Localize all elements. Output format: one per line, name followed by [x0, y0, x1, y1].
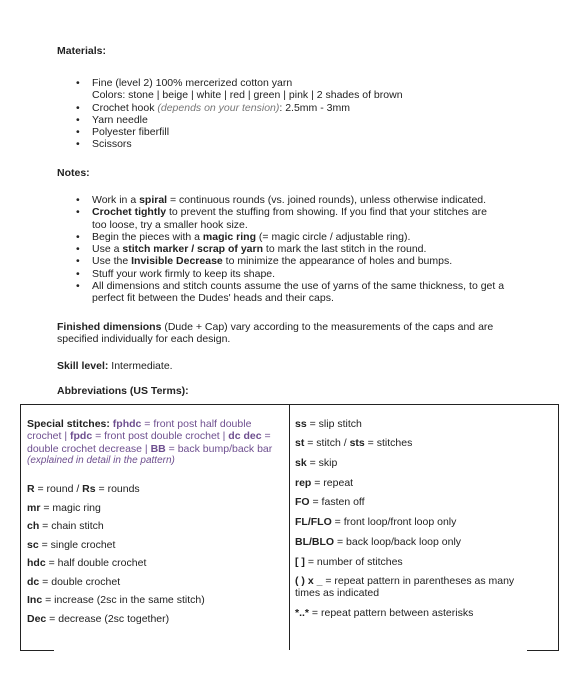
- abbr: Dec: [27, 613, 47, 625]
- abbr-entry-magic-ring: [27, 502, 101, 514]
- abbr-entry-parentheses: [295, 575, 514, 600]
- abbr: fpdc: [70, 430, 93, 443]
- abbr: *..*: [295, 607, 310, 619]
- list-item: [76, 126, 403, 138]
- definition: = stitch /: [304, 437, 350, 449]
- note-text: Use a: [92, 243, 123, 256]
- abbr-entry-skip: [295, 457, 337, 469]
- definition: =: [261, 430, 271, 443]
- hook-label: Crochet hook: [92, 101, 155, 114]
- note-text: • All dimensions and stitch counts assume the use of yarns of the same thickness, to get a: [92, 280, 505, 293]
- list-item: [76, 268, 504, 280]
- abbr: ss: [295, 418, 307, 430]
- finished-dimensions: [57, 321, 493, 346]
- abbr: FO: [295, 496, 310, 508]
- definition: = chain stitch: [39, 520, 104, 532]
- abbr: Rs: [82, 483, 96, 495]
- table-bottom-left-rule: [20, 650, 54, 651]
- abbr-entry-back-loop: [295, 536, 461, 548]
- list-item: [76, 231, 504, 243]
- materials-heading: Materials:: [57, 45, 107, 57]
- definition: times as indicated: [295, 587, 380, 600]
- note-bold: spiral: [139, 194, 168, 206]
- note-text: too loose, try a smaller hook size.: [92, 218, 248, 231]
- definition: = double crochet: [39, 576, 121, 588]
- note-bold: Crochet tightly: [92, 206, 167, 219]
- notes-heading: Notes:: [57, 167, 90, 179]
- note-text: to mark the last stitch in the round.: [263, 243, 427, 256]
- abbr: sts: [349, 437, 365, 449]
- list-item: [76, 255, 504, 267]
- finished-text: specified individually for each design.: [57, 333, 231, 346]
- fiberfill-text: Polyester fiberfill: [92, 126, 170, 139]
- note-text: Use the: [92, 255, 132, 268]
- scissors-text: Scissors: [92, 138, 132, 151]
- skill-level: [57, 360, 173, 372]
- definition: = rounds: [95, 483, 140, 495]
- note-text: Begin the pieces with a: [92, 230, 203, 243]
- definition: crochet |: [27, 430, 70, 443]
- note-text: Stuff your work firmly to keep its shape.: [92, 267, 276, 280]
- list-item: [76, 194, 504, 206]
- table-left-border: [20, 404, 21, 650]
- abbr-entry-half-double: [27, 557, 146, 569]
- abbr: rep: [295, 477, 312, 489]
- colors-text: Colors: stone | beige | white | red | green | pink | 2 shades of brown: [92, 89, 403, 102]
- note-text: Work in a: [92, 194, 140, 206]
- abbr-entry-brackets: [295, 556, 403, 568]
- list-item: [76, 206, 504, 231]
- finished-text: (Dude + Cap) vary according to the measurements of the caps and are: [161, 321, 494, 333]
- definition: = front loop/front loop only: [331, 516, 457, 528]
- abbr-entry-increase: [27, 594, 205, 606]
- hook-size: : 2.5mm - 3mm: [279, 101, 350, 114]
- abbr: FL/FLO: [295, 516, 332, 528]
- definition: = half double crochet: [45, 557, 147, 569]
- note-bold: stitch marker / scrap of yarn: [122, 243, 264, 256]
- abbr-entry-double-crochet: [27, 576, 120, 588]
- definition: = slip stitch: [306, 418, 362, 430]
- abbr: R: [27, 483, 35, 495]
- note-bold: Invisible Decrease: [131, 255, 223, 268]
- abbr: dc dec: [228, 430, 262, 443]
- definition: = fasten off: [309, 496, 365, 508]
- definition: = number of stitches: [304, 556, 403, 568]
- definition: = repeat pattern in parentheses as many: [322, 575, 515, 587]
- abbr-entry-asterisks: [295, 607, 473, 619]
- notes-list: [76, 194, 504, 305]
- note-text: = continuous rounds (vs. joined rounds), unless otherwise indicated.: [167, 194, 487, 206]
- abbr: ch: [27, 520, 40, 532]
- definition: = back bump/back bar: [165, 442, 273, 455]
- note-text: perfect fit between the Dudes' heads and their caps.: [92, 292, 334, 305]
- definition: = repeat: [311, 477, 354, 489]
- abbr: hdc: [27, 557, 46, 569]
- table-divider: [289, 404, 290, 650]
- table-bottom-right-rule: [527, 650, 559, 651]
- abbr-entry-repeat: [295, 477, 353, 489]
- abbr-entry-front-loop: [295, 516, 456, 528]
- special-stitches: [27, 418, 272, 467]
- abbr-entry-fasten-off: [295, 496, 365, 508]
- abbr: ( ) x _: [295, 575, 323, 587]
- list-item: [76, 138, 403, 150]
- definition: = magic ring: [40, 502, 101, 514]
- abbr: sk: [295, 457, 307, 469]
- abbr-entry-slip-stitch: [295, 418, 362, 430]
- list-item: [76, 114, 403, 126]
- abbr-entry-single-crochet: [27, 539, 115, 551]
- special-label: Special stitches:: [27, 418, 113, 430]
- needle-text: Yarn needle: [92, 113, 148, 126]
- definition: = front post double crochet |: [92, 430, 229, 443]
- list-item: [76, 243, 504, 255]
- abbr: [ ]: [295, 556, 305, 568]
- abbr-entry-chain: [27, 520, 104, 532]
- abbr: Inc: [27, 594, 43, 606]
- table-right-border: [558, 404, 559, 650]
- yarn-text: • Fine (level 2) 100% mercerized cotton yarn: [92, 77, 293, 89]
- abbr-entry-decrease: [27, 613, 169, 625]
- abbr: st: [295, 437, 305, 449]
- note-bold: magic ring: [202, 230, 257, 243]
- note-text: (= magic circle / adjustable ring).: [256, 230, 411, 243]
- abbreviations-heading: Abbreviations (US Terms):: [57, 385, 189, 397]
- list-item: [76, 102, 403, 114]
- list-item: [76, 77, 403, 102]
- definition: = stitches: [364, 437, 413, 449]
- definition: = increase (2sc in the same stitch): [42, 594, 205, 606]
- finished-label: Finished dimensions: [57, 321, 162, 333]
- abbr-entry-stitch: [295, 437, 412, 449]
- note-text: to minimize the appearance of holes and bumps.: [222, 255, 453, 268]
- abbr: dc: [27, 576, 40, 588]
- note-text: to prevent the stuffing from showing. If you find that your stitches are: [166, 206, 487, 219]
- definition: = front post half double: [141, 418, 252, 430]
- definition: = back loop/back loop only: [334, 536, 462, 548]
- abbr: mr: [27, 502, 41, 514]
- abbr-entry-round: [27, 483, 140, 495]
- definition: = repeat pattern between asterisks: [309, 607, 474, 619]
- definition: = round /: [34, 483, 83, 495]
- definition: = single crochet: [38, 539, 116, 551]
- materials-list: [76, 77, 403, 151]
- abbr: BB: [150, 442, 166, 455]
- skill-value: Intermediate.: [108, 360, 173, 372]
- list-item: [76, 280, 504, 305]
- special-note: (explained in detail in the pattern): [27, 454, 175, 466]
- definition: = skip: [306, 457, 338, 469]
- hook-note: (depends on your tension): [157, 101, 280, 114]
- definition: double crochet decrease |: [27, 442, 151, 455]
- skill-label: Skill level:: [57, 360, 109, 372]
- abbr: BL/BLO: [295, 536, 335, 548]
- abbr: sc: [27, 539, 39, 551]
- definition: = decrease (2sc together): [46, 613, 170, 625]
- abbr: fphdc: [112, 418, 142, 430]
